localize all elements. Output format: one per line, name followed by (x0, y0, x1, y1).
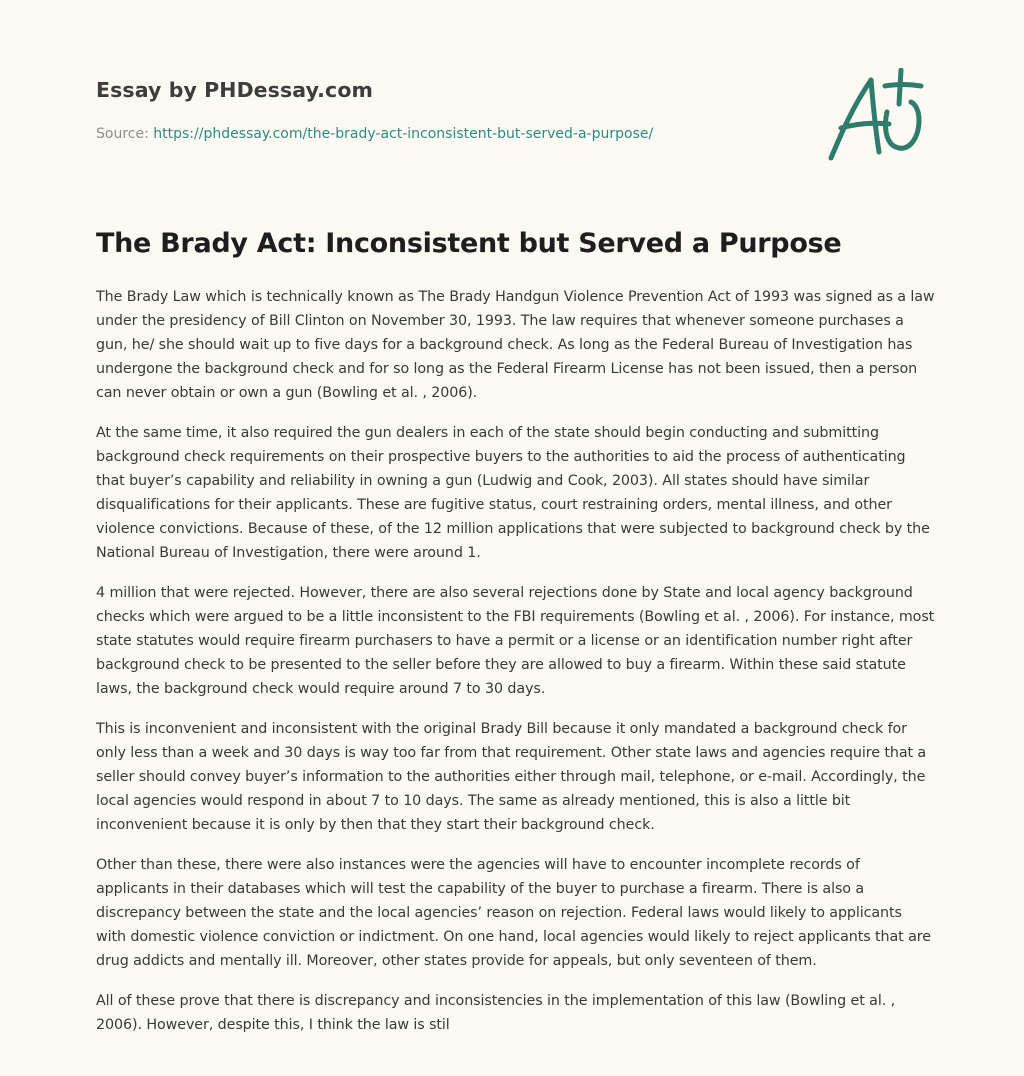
essay-paragraph: At the same time, it also required the gun dealers in each of the state should begin conducting and submitting background check requirements on their prospective buyers to the authorities to aid the process of authenticating that buyer’s capability and reliability in owning a gun (Ludwig and Cook, 2003). All states should have similar disqualifications for their applicants. These are fugitive status, court restraining orders, mental illness, and other violence convictions. Because of these, of the 12 million applications that were subjected to background check by the National Bureau of Investigation, there were around 1. (96, 425, 930, 561)
essay-title: The Brady Act: Inconsistent but Served a Purpose (96, 228, 842, 259)
site-brand: Essay by PHDessay.com (96, 78, 373, 102)
source-label: Source: (96, 126, 149, 142)
essay-paragraph: 4 million that were rejected. However, there are also several rejections done by State and local agency background checks which were argued to be a little inconsistent to the FBI requirements (Bowling et al. , 2006). For instance, most state statutes would require firearm purchasers to have a permit or a license or an identification number right after background check to be presented to the seller before they are allowed to buy a firearm. Within these said statute laws, the background check would require around 7 to 30 days. (96, 585, 935, 697)
essay-paragraph: Other than these, there were also instances were the agencies will have to encounter incomplete records of applicants in their databases which will test the capability of the buyer to purchase a firearm. There is also a discrepancy between the state and the local agencies’ reason on rejection. Federal laws would likely to applicants with domestic violence conviction or indictment. On one hand, local agencies would likely to reject applicants that are drug addicts and mentally ill. Moreover, other states provide for appeals, but only seventeen of them. (96, 857, 931, 969)
essay-paragraph: This is inconvenient and inconsistent with the original Brady Bill because it only mandated a background check for only less than a week and 30 days is way too far from that requirement. Other state laws and agencies require that a seller should convey buyer’s information to the authorities either through mail, telephone, or e-mail. Accordingly, the local agencies would respond in about 7 to 10 days. The same as already mentioned, this is also a little bit inconvenient because it is only by then that they start their background check. (96, 721, 927, 833)
essay-body (96, 285, 936, 1076)
essay-paragraph: The Brady Law which is technically known as The Brady Handgun Violence Prevention Act of 1993 was signed as a law under the presidency of Bill Clinton on November 30, 1993. The law requires that whenever someone purchases a gun, he/ she should wait up to five days for a background check. As long as the Federal Bureau of Investigation has undergone the background check and for so long as the Federal Firearm License has not been issued, then a person can never obtain or own a gun (Bowling et al. , 2006). (96, 289, 935, 401)
a-plus-logo-icon (827, 68, 927, 164)
page-header (96, 76, 928, 176)
source-link[interactable]: https://phdessay.com/the-brady-act-inconsistent-but-served-a-purpose/ (153, 126, 654, 142)
essay-paragraph: All of these prove that there is discrepancy and inconsistencies in the implementation of this law (Bowling et al. , 2006). However, despite this, I think the law is stil (96, 993, 896, 1033)
source-line (96, 124, 653, 144)
